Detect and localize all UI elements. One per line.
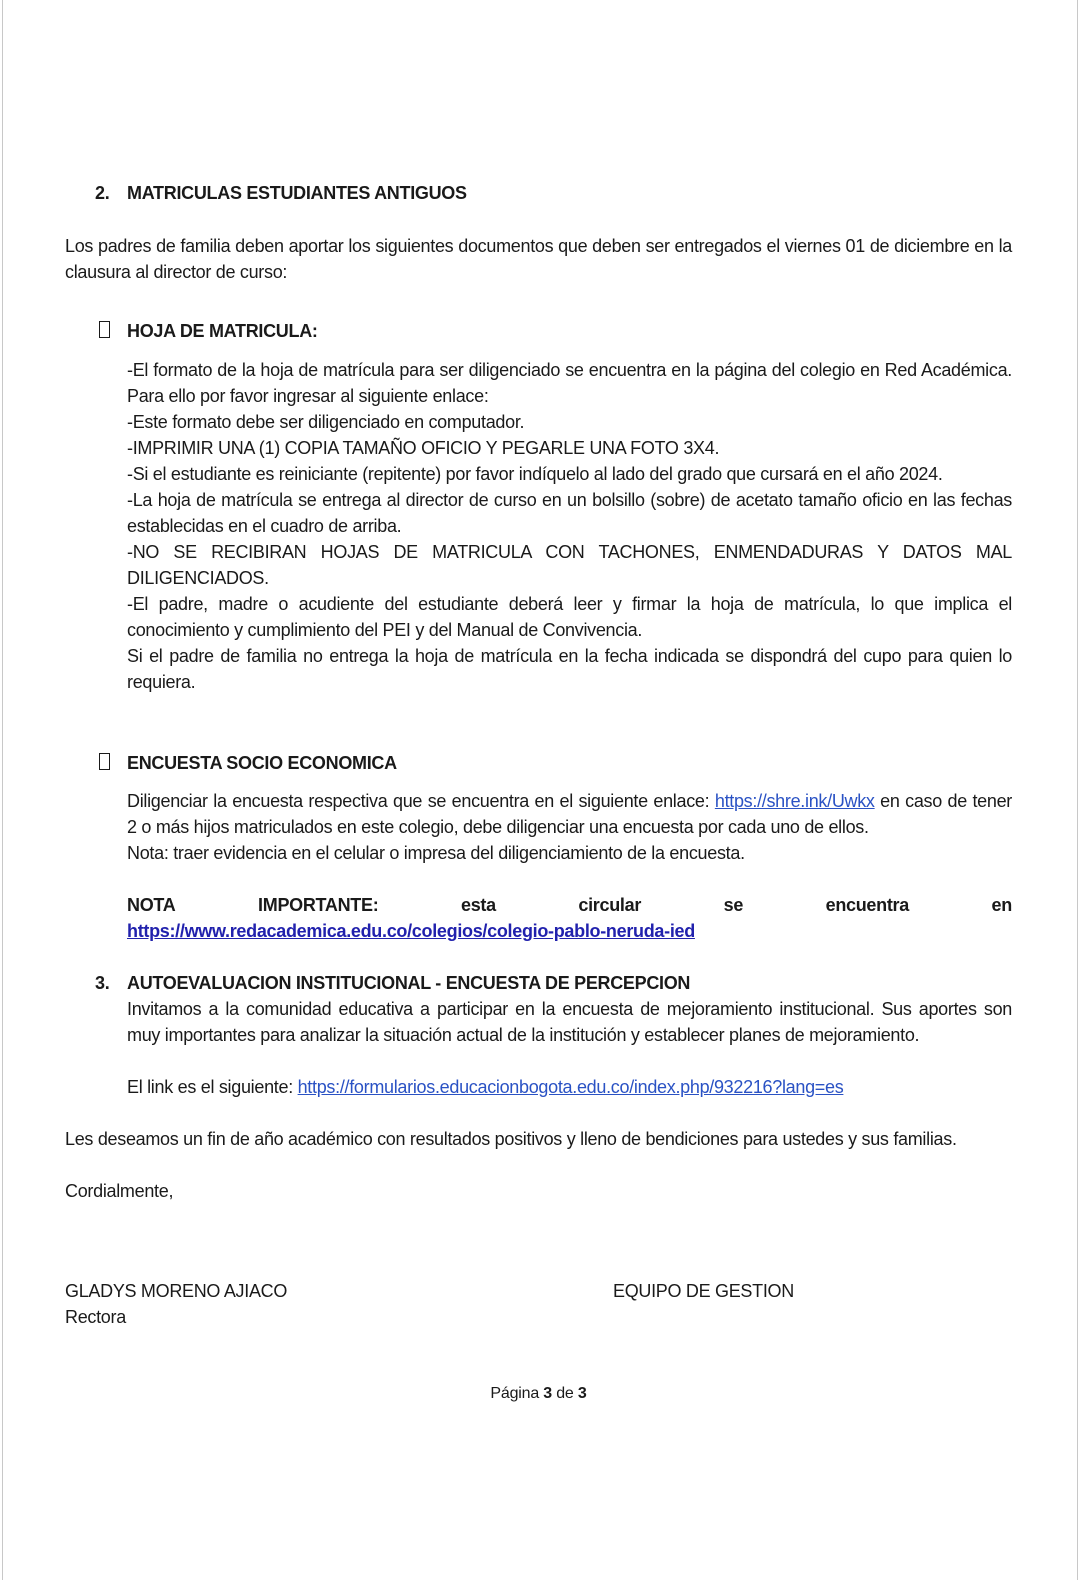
missing-glyph-bullet-icon	[99, 750, 127, 776]
redacademica-link[interactable]: https://www.redacademica.edu.co/colegios/colegio-pablo-neruda-ied	[127, 921, 695, 941]
hoja-paragraph: -Si el estudiante es reiniciante (repitente) por favor indíquelo al lado del grado que cursará en el año 2024.	[127, 464, 943, 484]
section-number: 3.	[95, 973, 110, 993]
missing-glyph-bullet-icon	[99, 318, 127, 344]
encuesta-paragraph	[127, 788, 1012, 840]
nota-word: encuentra	[825, 895, 909, 915]
signature-row	[65, 1278, 1012, 1304]
signature-name-rectora: GLADYS MORENO AJIACO	[65, 1281, 288, 1301]
encuesta-body	[127, 788, 1012, 944]
bullet-heading-encuesta-socio-economica	[65, 750, 1012, 776]
nota-word: circular	[578, 895, 642, 915]
closing-paragraph: Les deseamos un fin de año académico con resultados positivos y lleno de bendiciones para ustedes y sus familias.	[65, 1129, 957, 1149]
hoja-paragraph: -NO SE RECIBIRAN HOJAS DE MATRICULA CON TACHONES, ENMENDADURAS Y DATOS MAL DILIGENCIADOS.	[127, 542, 1012, 588]
encuesta-nota-line: Nota: traer evidencia en el celular o impresa del diligenciamiento de la encuesta.	[127, 843, 745, 863]
autoevaluacion-paragraph: Invitamos a la comunidad educativa a participar en la encuesta de mejoramiento institucional. Sus aportes son muy importantes para analizar la situación actual de la institución y establecer planes de mejoramiento.	[127, 999, 1012, 1045]
form-link-line	[127, 1074, 1012, 1100]
page-right-edge	[1077, 0, 1078, 1580]
hoja-de-matricula-body	[127, 357, 1012, 695]
intro-paragraph: Los padres de familia deben aportar los siguientes documentos que deben ser entregados el viernes 01 de diciembre en la clausura al director de curso:	[65, 236, 1012, 282]
nota-word: IMPORTANTE:	[258, 895, 379, 915]
footer-total-pages: 3	[577, 1385, 587, 1402]
nota-word: NOTA	[127, 895, 176, 915]
nota-importante-line	[127, 892, 1012, 918]
footer-word-pagina: Página	[490, 1385, 540, 1402]
signature-equipo-gestion: EQUIPO DE GESTION	[613, 1281, 794, 1301]
shre-ink-link[interactable]: https://shre.ink/Uwkx	[714, 791, 875, 811]
page-footer	[65, 1381, 1012, 1407]
section-heading-autoevaluacion	[65, 970, 1012, 996]
nota-word: esta	[460, 895, 496, 915]
section-number: 2.	[95, 183, 110, 203]
bullet-heading-hoja-de-matricula	[65, 318, 1012, 344]
nota-word: se	[723, 895, 744, 915]
hoja-paragraph: -IMPRIMIR UNA (1) COPIA TAMAÑO OFICIO Y PEGARLE UNA FOTO 3X4.	[127, 438, 720, 458]
form-link-label: El link es el siguiente:	[127, 1077, 298, 1097]
hoja-paragraph: -El formato de la hoja de matrícula para ser diligenciado se encuentra en la página del colegio en Red Académica. Para ello por favor ingresar al siguiente enlace:	[127, 360, 1012, 406]
bullet-title: ENCUESTA SOCIO ECONOMICA	[127, 753, 397, 773]
footer-word-de: de	[556, 1385, 574, 1402]
hoja-paragraph: -El padre, madre o acudiente del estudiante deberá leer y firmar la hoja de matrícula, lo que implica el conocimiento y cumplimiento del PEI y del Manual de Convivencia.	[127, 594, 1012, 640]
section-title: AUTOEVALUACION INSTITUCIONAL - ENCUESTA DE PERCEPCION	[127, 973, 691, 993]
nota-word: en	[991, 895, 1012, 915]
footer-current-page: 3	[543, 1385, 552, 1402]
nota-importante-block	[127, 892, 1012, 944]
hoja-paragraph: Si el padre de familia no entrega la hoja de matrícula en la fecha indicada se dispondrá del cupo para quien lo requiera.	[127, 646, 1012, 692]
hoja-paragraph: -Este formato debe ser diligenciado en computador.	[127, 412, 525, 432]
section-heading-matriculas	[65, 180, 1012, 206]
section-title: MATRICULAS ESTUDIANTES ANTIGUOS	[127, 183, 467, 203]
encuesta-text-before-link: Diligenciar la encuesta respectiva que se encuentra en el siguiente enlace:	[127, 791, 715, 811]
hoja-paragraph: -La hoja de matrícula se entrega al director de curso en un bolsillo (sobre) de acetato tamaño oficio en las fechas establecidas en el cuadro de arriba.	[127, 490, 1012, 536]
signature-role: Rectora	[65, 1307, 126, 1327]
encuesta-text-after-link: en caso de tener 2 o más hijos matriculados en este colegio, debe diligenciar una encuesta por cada uno de ellos.	[127, 791, 1012, 837]
salutation: Cordialmente,	[65, 1181, 174, 1201]
formularios-link[interactable]: https://formularios.educacionbogota.edu.co/index.php/932216?lang=es	[297, 1077, 844, 1097]
bullet-title: HOJA DE MATRICULA:	[127, 321, 318, 341]
page-left-edge	[2, 0, 3, 1580]
